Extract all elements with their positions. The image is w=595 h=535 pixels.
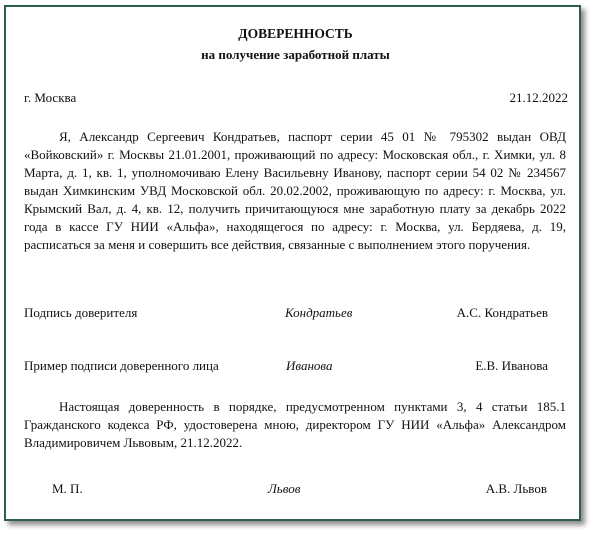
principal-signature-label: Подпись доверителя: [24, 305, 138, 320]
principal-signature: Кондратьев: [285, 305, 353, 320]
document-title: ДОВЕРЕННОСТЬ: [238, 26, 353, 41]
document-subtitle: на получение заработной платы: [201, 47, 390, 62]
document-city: г. Москва: [24, 90, 77, 105]
stamp-place-label: М. П.: [52, 481, 83, 496]
certification-paragraph: Настоящая доверенность в порядке, предусмотренном пунктами 3, 4 статьи 185.1 Гражданского кодекса РФ, удостоверена мною, директором ГУ НИИ «Альфа» Александром Владимировичем Львовым, 21.12.2022.: [24, 399, 566, 450]
director-signature: Львов: [268, 481, 301, 496]
agent-signature-label: Пример подписи доверенного лица: [24, 358, 219, 373]
agent-name: Е.В. Иванова: [475, 358, 548, 373]
agent-signature: Иванова: [286, 358, 333, 373]
director-name: А.В. Львов: [485, 481, 547, 496]
body-paragraph: Я, Александр Сергеевич Кондратьев, паспорт серии 45 01 № 795302 выдан ОВД «Войковский» г. Москвы 21.01.2001, проживающий по адресу: Московская обл., г. Химки, ул. 8 Марта, д. 1, кв. 1, уполномочиваю Елену Васильевну Иванову, паспорт серии 54 02 № 234567 выдан Химкинским УВД Московской обл. 20.02.2002, проживающую по адресу: г. Москва, ул. Крымский Вал, д. 4, кв. 12, получить причитающуюся мне заработную плату за декабрь 2022 года в кассе ГУ НИИ «Альфа», находящегося по адресу: г. Москва, ул. Бердяева, д. 19, расписаться за меня и совершить все действия, связанные с выполнением этого поручения.: [24, 129, 566, 252]
document-date: 21.12.2022: [509, 90, 568, 105]
principal-name: А.С. Кондратьев: [456, 305, 548, 320]
